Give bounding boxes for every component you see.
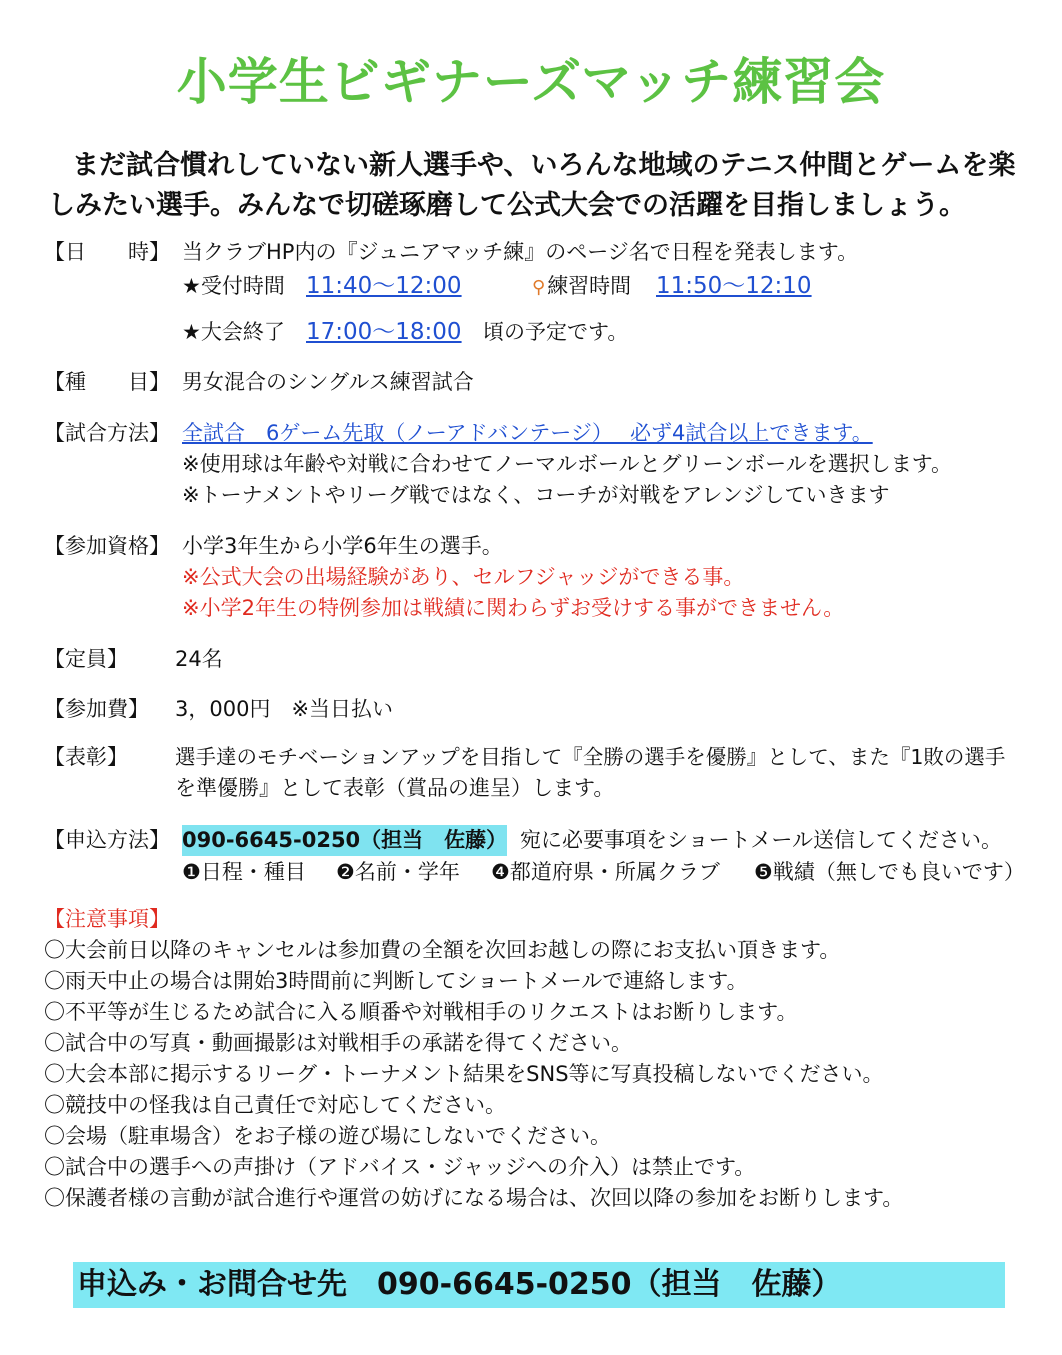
eligibility-line1: 小学3年生から小学6年生の選手。	[182, 534, 503, 558]
notes-heading: 【注意事項】	[44, 907, 170, 931]
notes-item: 〇会場（駐車場含）をお子様の遊び場にしないでください。	[44, 1124, 611, 1148]
apply-contact: 090-6645-0250（担当 佐藤）	[182, 825, 507, 856]
award-label: 【表彰】	[44, 745, 128, 769]
intro-paragraph: まだ試合慣れしていない新人選手や、いろんな地域のテニス仲間とゲームを楽しみたい選手。みんなで切磋琢磨して公式大会での活躍を目指しましょう。	[48, 150, 1016, 221]
page-title: 小学生ビギナーズマッチ練習会	[176, 53, 886, 111]
notes-list	[44, 935, 903, 1214]
award-line2: を準優勝』として表彰（賞品の進呈）します。	[175, 776, 615, 800]
eligibility-label: 【参加資格】	[44, 534, 170, 558]
notes-item: 〇試合中の写真・動画撮影は対戦相手の承諾を得てください。	[44, 1031, 632, 1055]
capacity-text: 24名	[175, 647, 223, 671]
method-line3: ※トーナメントやリーグ戦ではなく、コーチが対戦をアレンジしていきます	[182, 483, 890, 507]
section-apply	[44, 825, 1034, 889]
practice-label: 練習時間	[547, 274, 632, 298]
end-label: ★大会終了	[182, 320, 285, 344]
notes-item: 〇不平等が生じるため試合に入る順番や対戦相手のリクエストはお断りします。	[44, 1000, 798, 1024]
event-label: 【種 目】	[44, 370, 170, 394]
apply-item-1: ❶日程・種目	[182, 860, 306, 884]
end-time: 17:00～18:00	[306, 319, 462, 345]
eligibility-line2: ※公式大会の出場経験があり、セルフジャッジができる事。	[182, 565, 745, 589]
tennis-racket-icon: ⚲	[532, 277, 546, 298]
datetime-line1: 当クラブHP内の『ジュニアマッチ練』のページ名で日程を発表します。	[182, 240, 859, 264]
section-fee	[44, 694, 1034, 725]
datetime-label: 【日 時】	[44, 240, 170, 264]
section-eligibility	[44, 531, 1034, 626]
reception-time: 11:40～12:00	[306, 273, 462, 299]
event-text: 男女混合のシングルス練習試合	[182, 370, 474, 394]
notes-item: 〇競技中の怪我は自己責任で対応してください。	[44, 1093, 506, 1117]
notes-item: 〇雨天中止の場合は開始3時間前に判断してショートメールで連絡します。	[44, 969, 748, 993]
contact-footer: 申込み・お問合せ先 090-6645-0250（担当 佐藤）	[73, 1262, 1005, 1308]
section-award	[44, 742, 1034, 804]
fee-text: 3，000円 ※当日払い	[175, 697, 394, 721]
eligibility-line3: ※小学2年生の特例参加は戦績に関わらずお受けする事ができません。	[182, 596, 845, 620]
fee-label: 【参加費】	[44, 697, 149, 721]
notes-item: 〇試合中の選手への声掛け（アドバイス・ジャッジへの介入）は禁止です。	[44, 1155, 756, 1179]
award-line1: 選手達のモチベーションアップを目指して『全勝の選手を優勝』として、また『1敗の選手	[175, 745, 1006, 769]
reception-label: ★受付時間	[182, 274, 285, 298]
method-line1: 全試合 6ゲーム先取（ノーアドバンテージ） 必ず4試合以上できます。	[182, 421, 873, 445]
notes-item: 〇保護者様の言動が試合進行や運営の妨げになる場合は、次回以降の参加をお断りします。	[44, 1186, 904, 1210]
method-label: 【試合方法】	[44, 421, 170, 445]
apply-suffix: 宛に必要事項をショートメール送信してください。	[520, 828, 1002, 852]
notes-item: 〇大会本部に掲示するリーグ・トーナメント結果をSNS等に写真投稿しないでください。	[44, 1062, 884, 1086]
section-datetime	[44, 237, 1034, 347]
end-suffix: 頃の予定です。	[483, 320, 629, 344]
apply-item-3: ❹都道府県・所属クラブ	[491, 860, 720, 884]
practice-time: 11:50～12:10	[656, 273, 812, 299]
notes-item: 〇大会前日以降のキャンセルは参加費の全額を次回お越しの際にお支払い頂きます。	[44, 938, 841, 962]
method-line2: ※使用球は年齢や対戦に合わせてノーマルボールとグリーンボールを選択します。	[182, 452, 953, 476]
section-capacity	[44, 644, 1034, 675]
capacity-label: 【定員】	[44, 647, 128, 671]
practice-group	[532, 271, 631, 303]
apply-item-2: ❷名前・学年	[336, 860, 460, 884]
section-event	[44, 367, 1034, 398]
apply-label: 【申込方法】	[44, 828, 170, 852]
section-method	[44, 418, 1034, 513]
apply-item-4: ❺戦績（無しでも良いです）	[754, 860, 1025, 884]
